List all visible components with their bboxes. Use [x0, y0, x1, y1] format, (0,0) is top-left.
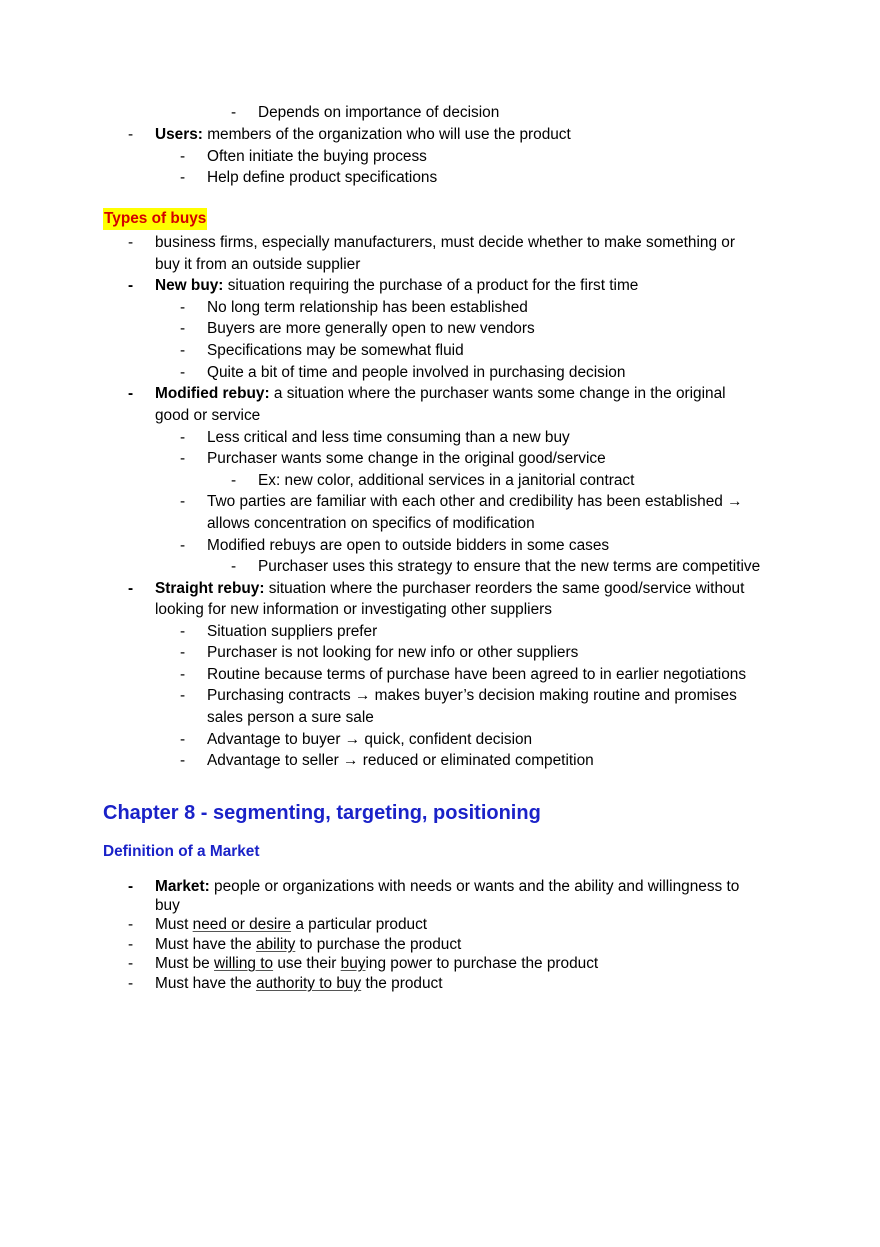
list-item-text: Quite a bit of time and people involved in purchasing decision	[207, 364, 626, 381]
list-item-text: Modified rebuys are open to outside bidders in some cases	[207, 537, 610, 554]
bullet-dash: -	[128, 936, 134, 953]
bullet-dash: -	[180, 342, 186, 359]
list-item-text	[155, 953, 598, 975]
text-run: Must be	[155, 955, 215, 972]
list-item-text	[155, 914, 427, 936]
list-item-text: Advantage to buyer → quick, confident decision	[207, 731, 533, 748]
bullet-dash: -	[180, 493, 186, 510]
list-item-text: Purchaser wants some change in the original good/service	[207, 450, 606, 467]
bullet-dash: -	[180, 299, 186, 316]
list-item-text	[155, 578, 744, 600]
bullet-dash: -	[128, 580, 134, 597]
list-item-text: buy it from an outside supplier	[155, 256, 361, 273]
bullet-dash: -	[128, 916, 134, 933]
list-item-text: good or service	[155, 407, 261, 424]
underlined-text: need or desire	[192, 916, 292, 933]
list-item-text	[155, 876, 739, 898]
list-item-text: Ex: new color, additional services in a janitorial contract	[258, 472, 635, 489]
bullet-dash: -	[128, 975, 134, 992]
term-definition: a situation where the purchaser wants some change in the original	[269, 385, 726, 402]
bullet-dash: -	[231, 104, 237, 121]
bullet-dash: -	[180, 537, 186, 554]
list-item-text: Purchasing contracts → makes buyer’s decision making routine and promises	[207, 687, 737, 704]
text-run: the product	[361, 975, 443, 992]
list-item-text	[155, 124, 571, 146]
list-item-text: business firms, especially manufacturers, must decide whether to make something or	[155, 234, 735, 251]
list-item-text: Two parties are familiar with each other and credibility has been established →	[207, 493, 743, 510]
list-item-text: buy	[155, 897, 180, 914]
text-run: to purchase the product	[295, 936, 462, 953]
bullet-dash: -	[180, 364, 186, 381]
bullet-dash: -	[128, 878, 134, 895]
list-item-text: Purchaser is not looking for new info or other suppliers	[207, 644, 579, 661]
list-item-text: Purchaser uses this strategy to ensure that the new terms are competitive	[258, 558, 761, 575]
bullet-dash: -	[180, 169, 186, 186]
bullet-dash: -	[128, 234, 134, 251]
list-item-text: Routine because terms of purchase have been agreed to in earlier negotiations	[207, 666, 747, 683]
bullet-dash: -	[180, 752, 186, 769]
list-item-text: sales person a sure sale	[207, 709, 374, 726]
list-item-text: Advantage to seller → reduced or eliminated competition	[207, 752, 594, 769]
list-item-text: allows concentration on specifics of modification	[207, 515, 535, 532]
list-item-text: Buyers are more generally open to new vendors	[207, 320, 535, 337]
section-subheading: Definition of a Market	[103, 843, 260, 860]
text-run: Must	[155, 916, 193, 933]
list-item-text: Depends on importance of decision	[258, 104, 500, 121]
term-label: Modified rebuy:	[155, 385, 270, 402]
list-item-text: looking for new information or investigating other suppliers	[155, 601, 552, 618]
bullet-dash: -	[180, 731, 186, 748]
bullet-dash: -	[128, 955, 134, 972]
term-definition: members of the organization who will use the product	[202, 126, 571, 143]
text-run: Must have the	[155, 936, 256, 953]
underlined-text: willing to	[214, 955, 274, 972]
bullet-dash: -	[180, 644, 186, 661]
term-definition: situation where the purchaser reorders the same good/service without	[264, 580, 745, 597]
list-item-text: Help define product specifications	[207, 169, 438, 186]
bullet-dash: -	[180, 666, 186, 683]
term-definition: situation requiring the purchase of a product for the first time	[223, 277, 639, 294]
list-item-text: Situation suppliers prefer	[207, 623, 378, 640]
list-item-text	[155, 383, 726, 405]
term-definition: people or organizations with needs or wants and the ability and willingness to	[209, 878, 740, 895]
list-item-text: Often initiate the buying process	[207, 148, 427, 165]
bullet-dash: -	[180, 320, 186, 337]
bullet-dash: -	[128, 385, 134, 402]
bullet-dash: -	[180, 623, 186, 640]
bullet-dash: -	[128, 277, 134, 294]
section-heading-highlighted: Types of buys	[103, 208, 207, 230]
bullet-dash: -	[180, 148, 186, 165]
text-run: a particular product	[291, 916, 428, 933]
bullet-dash: -	[180, 450, 186, 467]
list-item-text	[155, 275, 638, 297]
bullet-dash: -	[231, 558, 237, 575]
list-item-text: Less critical and less time consuming than a new buy	[207, 429, 570, 446]
text-run: ing power to purchase the product	[365, 955, 599, 972]
list-item-text: Specifications may be somewhat fluid	[207, 342, 464, 359]
bullet-dash: -	[231, 472, 237, 489]
underlined-text: ability	[255, 936, 296, 953]
list-item-text	[155, 973, 442, 995]
term-label: Users:	[155, 126, 203, 143]
term-label: Straight rebuy:	[155, 580, 265, 597]
bullet-dash: -	[180, 429, 186, 446]
list-item-text: No long term relationship has been established	[207, 299, 528, 316]
bullet-dash: -	[128, 126, 134, 143]
underlined-text: authority to buy	[255, 975, 362, 992]
term-label: Market:	[155, 878, 210, 895]
text-run: Must have the	[155, 975, 256, 992]
underlined-text: buy	[340, 955, 366, 972]
chapter-title: Chapter 8 - segmenting, targeting, positioning	[103, 802, 541, 824]
text-run: use their	[273, 955, 341, 972]
term-label: New buy:	[155, 277, 224, 294]
bullet-dash: -	[180, 687, 186, 704]
